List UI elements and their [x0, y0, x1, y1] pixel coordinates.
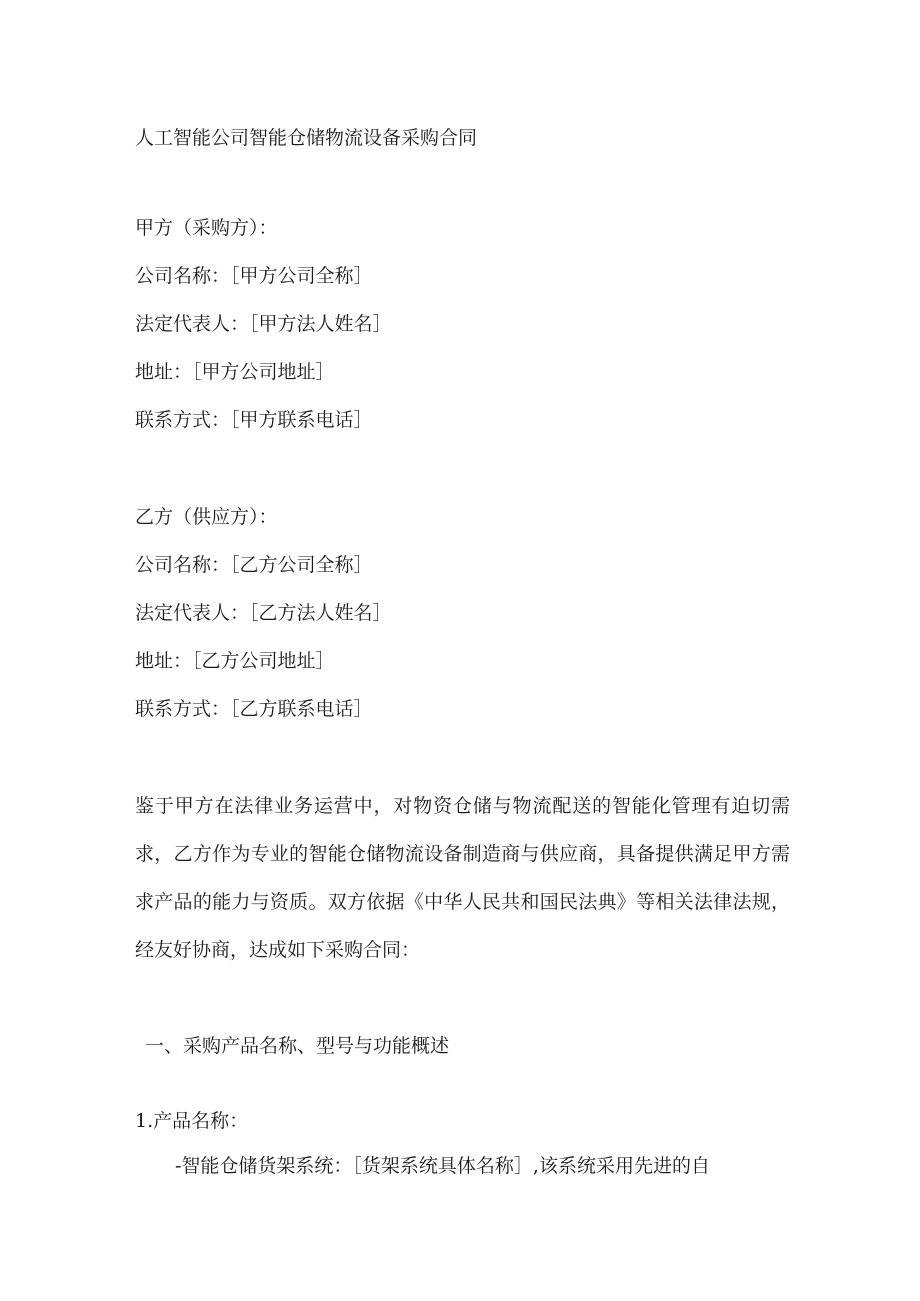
party-b-address: 地址：［乙方公司地址］	[135, 650, 335, 672]
document-title: 人工智能公司智能仓储物流设备采购合同	[135, 127, 478, 149]
party-b-contact: 联系方式：［乙方联系电话］	[135, 698, 373, 720]
party-b-heading: 乙方（供应方）：	[135, 506, 278, 528]
party-a-heading: 甲方（采购方）：	[135, 217, 278, 239]
product-subitem: -智能仓储货架系统：［货架系统具体名称］,该系统采用先进的自	[175, 1155, 710, 1177]
party-a-representative: 法定代表人：［甲方法人姓名］	[135, 313, 392, 335]
party-a-address: 地址：［甲方公司地址］	[135, 361, 335, 383]
party-b-representative: 法定代表人：［乙方法人姓名］	[135, 602, 392, 624]
party-a-company: 公司名称：［甲方公司全称］	[135, 265, 373, 287]
section-heading: 一、采购产品名称、型号与功能概述	[145, 1035, 450, 1057]
party-a-contact: 联系方式：［甲方联系电话］	[135, 409, 373, 431]
preamble-paragraph: 鉴于甲方在法律业务运营中，对物资仓储与物流配送的智能化管理有迫切需求，乙方作为专业的智能仓储物流设备制造商与供应商，具备提供满足甲方需求产品的能力与资质。双方依据《中华人民共和国民法典》等相关法律法规，经友好协商，达成如下采购合同：	[135, 795, 790, 961]
product-name-item: 1.产品名称：	[135, 1110, 249, 1132]
party-b-company: 公司名称：［乙方公司全称］	[135, 554, 373, 576]
